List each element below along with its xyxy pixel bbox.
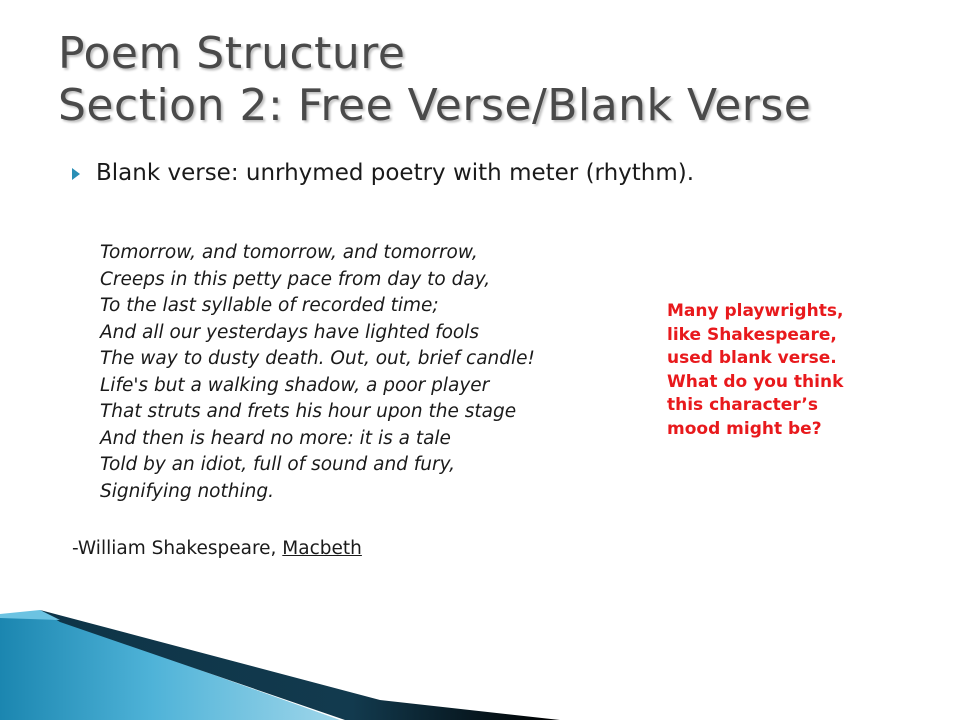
note-line: mood might be? (667, 418, 822, 439)
poem-line: Life's but a walking shadow, a poor player (100, 374, 490, 396)
title-line-1: Poem Structure (58, 28, 406, 79)
poem-line: That struts and frets his hour upon the stage (100, 401, 517, 422)
poem-line: The way to dusty death. Out, out, brief candle! (100, 348, 535, 369)
bullet-definition: unrhymed poetry with meter (rhythm). (238, 160, 695, 186)
note-line: Many playwrights, (667, 301, 844, 321)
title-line-2: Section 2: Free Verse/Blank Verse (58, 80, 812, 131)
poem-line: Signifying nothing. (100, 480, 274, 502)
poem-line: To the last syllable of recorded time; (100, 295, 439, 316)
poem-line: Tomorrow, and tomorrow, and tomorrow, (100, 242, 478, 263)
poem-excerpt (100, 240, 535, 505)
attribution-author: -William Shakespeare, (72, 538, 283, 559)
decorative-swoosh (0, 580, 560, 720)
bullet-item (72, 160, 694, 186)
poem-line: And then is heard no more: it is a tale (100, 427, 451, 449)
poem-line: Told by an idiot, full of sound and fury, (100, 454, 456, 475)
swoosh-blue-shape (0, 616, 340, 720)
note-line: like Shakespeare, (667, 324, 837, 345)
callout-note (667, 300, 897, 441)
note-line: this character’s (667, 395, 819, 415)
bullet-term: Blank verse (96, 160, 231, 186)
attribution-work-title: Macbeth (282, 538, 362, 559)
bullet-separator: : (230, 160, 239, 186)
attribution (72, 538, 362, 559)
note-line: What do you think (667, 371, 844, 392)
slide-title (58, 28, 938, 132)
bullet-arrow-icon (72, 168, 80, 180)
poem-line: Creeps in this petty pace from day to day, (100, 268, 491, 290)
note-line: used blank verse. (667, 348, 837, 368)
poem-line: And all our yesterdays have lighted fools (100, 321, 479, 343)
